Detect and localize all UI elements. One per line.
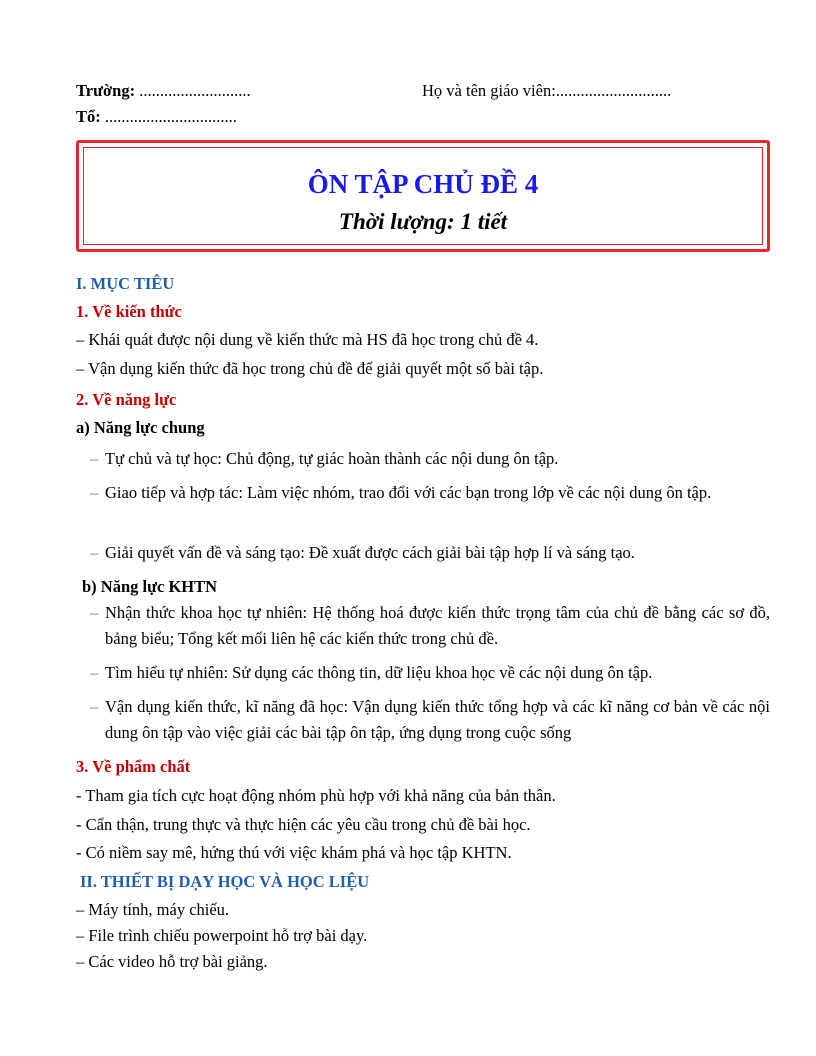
school-label: Trường: bbox=[76, 81, 136, 100]
subheading-competence: 2. Về năng lực bbox=[76, 390, 177, 409]
group-dots: ................................ bbox=[100, 107, 237, 126]
science-competence-item: – Vận dụng kiến thức, kĩ năng đã học: Vận dụng kiến thức tổng hợp và các kĩ năng cơ bản về các nội dung ôn tập vào việc giải các bài tập ôn tập, ứng dụng trong cuộc sống bbox=[90, 694, 770, 746]
bullet-dash: – bbox=[90, 449, 99, 468]
subheading-qualities: 3. Về phẩm chất bbox=[76, 757, 191, 776]
teacher-line: Họ và tên giáo viên:............................ bbox=[422, 81, 672, 100]
general-competence-item: – Giải quyết vấn đề và sáng tạo: Đề xuất được cách giải bài tập hợp lí và sáng tạo. bbox=[90, 540, 770, 566]
general-competence-item: – Giao tiếp và hợp tác: Làm việc nhóm, trao đổi với các bạn trong lớp về các nội dung ôn tập. bbox=[90, 480, 770, 506]
school-dots: ........................... bbox=[135, 81, 251, 100]
knowledge-item: – Khái quát được nội dung về kiến thức mà HS đã học trong chủ đề 4. bbox=[76, 330, 539, 349]
lesson-title: ÔN TẬP CHỦ ĐỀ 4 bbox=[307, 169, 539, 199]
general-competence-item: – Tự chủ và tự học: Chủ động, tự giác hoàn thành các nội dung ôn tập. bbox=[90, 446, 770, 472]
knowledge-item: – Vận dụng kiến thức đã học trong chủ đề để giải quyết một số bài tập. bbox=[76, 359, 544, 378]
subheading-knowledge: 1. Về kiến thức bbox=[76, 302, 182, 321]
school-line bbox=[76, 81, 251, 101]
science-competence-item: – Nhận thức khoa học tự nhiên: Hệ thống hoá được kiến thức trọng tâm của chủ đề bằng các sơ đồ, bảng biểu; Tổng kết mối liên hệ các kiến thức trong chủ đề. bbox=[90, 600, 770, 652]
bullet-dash: – bbox=[90, 543, 99, 562]
title-box-inner bbox=[83, 147, 763, 245]
equipment-item: – Các video hỗ trợ bài giảng. bbox=[76, 952, 268, 971]
bullet-dash: – bbox=[90, 603, 99, 622]
section-heading-objectives: I. MỤC TIÊU bbox=[76, 274, 175, 293]
group-line bbox=[76, 107, 237, 127]
section-heading-equipment: II. THIẾT BỊ DẠY HỌC VÀ HỌC LIỆU bbox=[80, 872, 370, 891]
equipment-item: – Máy tính, máy chiếu. bbox=[76, 900, 230, 919]
subheading-science-competence: b) Năng lực KHTN bbox=[82, 577, 218, 596]
bullet-dash: – bbox=[90, 697, 99, 716]
title-box bbox=[76, 140, 770, 252]
quality-item: - Cẩn thận, trung thực và thực hiện các yêu cầu trong chủ đề bài học. bbox=[76, 815, 531, 834]
quality-item: - Tham gia tích cực hoạt động nhóm phù hợp với khả năng của bản thân. bbox=[76, 786, 556, 805]
bullet-dash: – bbox=[90, 483, 99, 502]
science-competence-item: – Tìm hiểu tự nhiên: Sử dụng các thông tin, dữ liệu khoa học về các nội dung ôn tập. bbox=[90, 660, 770, 686]
bullet-dash: – bbox=[90, 663, 99, 682]
equipment-item: – File trình chiếu powerpoint hỗ trợ bài dạy. bbox=[76, 926, 368, 945]
quality-item: - Có niềm say mê, hứng thú với việc khám phá và học tập KHTN. bbox=[76, 843, 512, 862]
lesson-duration: Thời lượng: 1 tiết bbox=[338, 209, 508, 234]
subheading-general-competence: a) Năng lực chung bbox=[76, 418, 205, 437]
group-label: Tổ: bbox=[76, 107, 101, 126]
